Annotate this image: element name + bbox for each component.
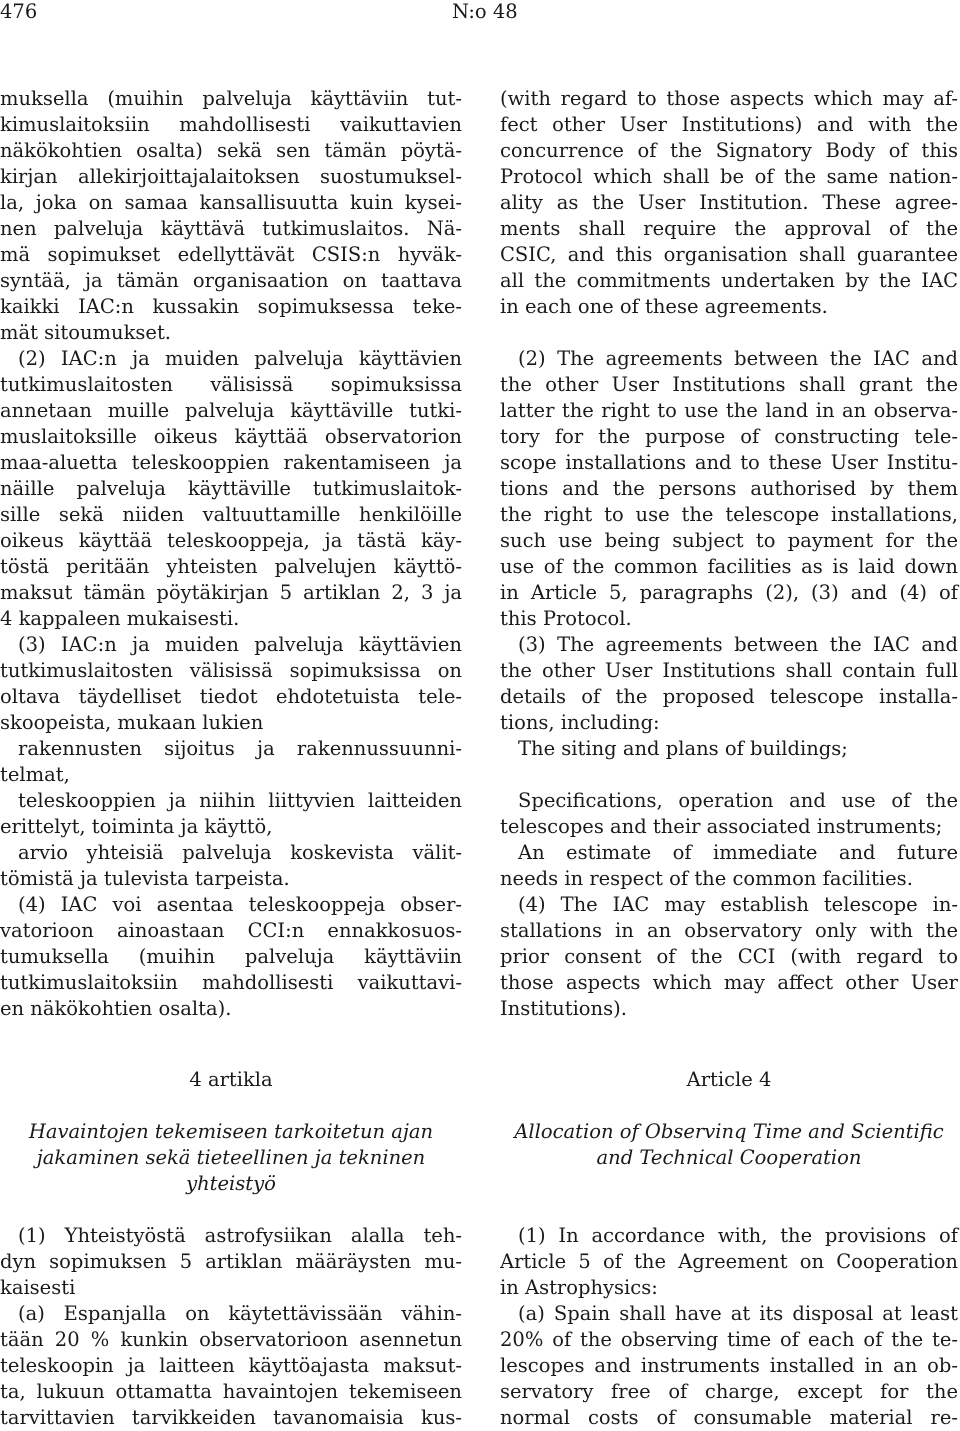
- text-line: kaikki IAC:n kussakin sopimuksessa teke-: [0, 295, 462, 318]
- text-line: tarvittavien tarvikkeiden tavanomaisia kus-: [0, 1406, 462, 1429]
- fi-paragraph-4: [0, 892, 462, 1022]
- finnish-column-upper: [0, 86, 462, 1022]
- text-line: normal costs of consumable material re-: [500, 1406, 958, 1429]
- text-line: (a) Espanjalla on käytettävissään vähin-: [18, 1302, 462, 1325]
- text-line: such use being subject to payment for the: [500, 529, 958, 552]
- text-line: 4 kappaleen mukaisesti.: [0, 607, 240, 630]
- text-line: tory for the purpose of constructing tele-: [500, 425, 958, 448]
- text-line: and Technical Cooperation: [596, 1146, 862, 1169]
- text-line: ta, lukuun ottamatta havaintojen tekemiseen: [0, 1380, 462, 1403]
- text-line: fect other User Institutions) and with the: [500, 113, 958, 136]
- page-header: [0, 0, 960, 30]
- paragraph-gap: [500, 320, 958, 346]
- text-line: telescopes and their associated instruments;: [500, 815, 943, 838]
- en-paragraph-3: [500, 632, 958, 736]
- text-line: (1) Yhteistyöstä astrofysiikan alalla teh-: [18, 1224, 462, 1247]
- text-line: details of the proposed telescope installa-: [500, 685, 958, 708]
- fi-item-buildings: [0, 736, 462, 788]
- fi-item-estimate: [0, 840, 462, 892]
- en-article-heading: Article 4: [686, 1068, 772, 1091]
- text-line: tömistä ja tulevista tarpeista.: [0, 867, 290, 890]
- text-line: the other User Institutions shall contain full: [500, 659, 958, 682]
- en-article-title: [500, 1119, 958, 1171]
- text-line: servatory free of charge, except for the: [500, 1380, 958, 1403]
- text-line: An estimate of immediate and future: [518, 841, 958, 864]
- text-line: (3) The agreements between the IAC and: [518, 633, 958, 656]
- text-line: tions and the persons authorised by them: [500, 477, 958, 500]
- text-line: tään 20 % kunkin observatorioon asennetun: [0, 1328, 462, 1351]
- fi-article-paragraph-a: [0, 1301, 462, 1431]
- text-line: maksut tämän pöytäkirjan 5 artiklan 2, 3 ja: [0, 581, 462, 604]
- text-line: yhteistyö: [186, 1172, 276, 1195]
- text-line: Specifications, operation and use of the: [518, 789, 958, 812]
- text-line: lescopes and instruments installed in an ob-: [500, 1354, 958, 1377]
- text-line: vatorioon ainoastaan CCI:n ennakkosuos-: [0, 919, 462, 942]
- text-line: in Article 5, paragraphs (2), (3) and (4) of: [500, 581, 958, 604]
- heading-gap: [500, 1197, 958, 1223]
- issue-number: N:o 48: [452, 0, 518, 23]
- text-line: (2) The agreements between the IAC and: [518, 347, 958, 370]
- text-line: Protocol which shall be of the same nation-: [500, 165, 958, 188]
- text-line: kimuslaitoksiin mahdollisesti vaikuttavien: [0, 113, 462, 136]
- text-line: all the commitments undertaken by the IAC: [500, 269, 958, 292]
- text-line: stallations in an observatory only with the: [500, 919, 958, 942]
- text-line: ments shall require the approval of the: [500, 217, 958, 240]
- text-line: syntää, ja tämän organisaation on taattava: [0, 269, 462, 292]
- text-line: teleskooppien ja niihin liittyvien laitteiden: [18, 789, 462, 812]
- text-line: concurrence of the Signatory Body of this: [500, 139, 958, 162]
- fi-article-heading: 4 artikla: [189, 1068, 273, 1091]
- text-line: (4) The IAC may establish telescope in-: [518, 893, 958, 916]
- text-line: (4) IAC voi asentaa teleskooppeja obser-: [18, 893, 462, 916]
- en-paragraph-4: [500, 892, 958, 1022]
- text-line: (3) IAC:n ja muiden palveluja käyttävien: [18, 633, 462, 656]
- text-line: The siting and plans of buildings;: [518, 737, 848, 760]
- text-line: this Protocol.: [500, 607, 632, 630]
- finnish-article-4: [0, 1067, 462, 1431]
- fi-article-title: [0, 1119, 462, 1197]
- text-line: näille palveluja käyttäville tutkimuslaitok-: [0, 477, 462, 500]
- text-line: Article 5 of the Agreement on Cooperation: [500, 1250, 958, 1273]
- text-line: 20% of the observing time of each of the te-: [500, 1328, 958, 1351]
- text-line: those aspects which may affect other User: [500, 971, 958, 994]
- text-line: jakaminen sekä tieteellinen ja tekninen: [36, 1146, 426, 1169]
- text-line: the other User Institutions shall grant the: [500, 373, 958, 396]
- text-line: needs in respect of the common facilities.: [500, 867, 913, 890]
- text-line: nen palveluja käyttävä tutkimuslaitos. Nä-: [0, 217, 462, 240]
- heading-gap: [500, 1171, 958, 1197]
- heading-gap: [500, 1093, 958, 1119]
- text-line: ality as the User Institution. These agree-: [500, 191, 958, 214]
- text-line: use of the common facilities as is laid down: [500, 555, 958, 578]
- text-line: töstä peritään yhteisten palvelujen käyttö-: [0, 555, 462, 578]
- text-line: Institutions).: [500, 997, 627, 1020]
- text-line: telmat,: [0, 763, 70, 786]
- heading-gap: [0, 1093, 462, 1119]
- en-item-specifications: [500, 788, 958, 840]
- text-line: the right to use the telescope installations,: [500, 503, 958, 526]
- en-paragraph-2: [500, 346, 958, 632]
- text-line: erittelyt, toiminta ja käyttö,: [0, 815, 273, 838]
- text-line: tutkimuslaitosten välisissä sopimuksissa: [0, 373, 462, 396]
- text-line: skoopeista, mukaan lukien: [0, 711, 264, 734]
- en-paragraph-1: [500, 86, 958, 320]
- en-item-estimate: [500, 840, 958, 892]
- text-line: in Astrophysics:: [500, 1276, 658, 1299]
- text-line: kaisesti: [0, 1276, 76, 1299]
- text-line: mä sopimukset edellyttävät CSIS:n hyväk-: [0, 243, 462, 266]
- text-line: arvio yhteisiä palveluja koskevista välit-: [18, 841, 462, 864]
- text-line: dyn sopimuksen 5 artiklan määräysten mu-: [0, 1250, 462, 1273]
- fi-paragraph-3: [0, 632, 462, 736]
- text-line: rakennusten sijoitus ja rakennussuunni-: [18, 737, 462, 760]
- text-line: Havaintojen tekemiseen tarkoitetun ajan: [28, 1120, 434, 1143]
- text-line: Allocation of Observinq Time and Scientific: [514, 1120, 944, 1143]
- fi-article-paragraph-1: [0, 1223, 462, 1301]
- text-line: oltava täydelliset tiedot ehdotetuista tele-: [0, 685, 462, 708]
- text-line: tions, including:: [500, 711, 660, 734]
- en-article-paragraph-a: [500, 1301, 958, 1431]
- text-line: en näkökohtien osalta).: [0, 997, 232, 1020]
- text-line: CSIC, and this organisation shall guarantee: [500, 243, 958, 266]
- fi-item-specifications: [0, 788, 462, 840]
- text-line: näkökohtien osalta) sekä sen tämän pöytä-: [0, 139, 462, 162]
- text-line: (2) IAC:n ja muiden palveluja käyttävien: [18, 347, 462, 370]
- english-article-4: [500, 1067, 958, 1431]
- fi-paragraph-2: [0, 346, 462, 632]
- text-line: (1) In accordance with, the provisions of: [518, 1224, 958, 1247]
- english-column-upper: [500, 86, 958, 1022]
- text-line: muksella (muihin palveluja käyttäviin tut-: [0, 87, 462, 110]
- text-line: (a) Spain shall have at its disposal at least: [518, 1302, 958, 1325]
- text-line: sille sekä niiden valtuuttamille henkilöille: [0, 503, 462, 526]
- text-line: tutkimuslaitoksiin mahdollisesti vaikuttavi-: [0, 971, 462, 994]
- text-line: prior consent of the CCI (with regard to: [500, 945, 958, 968]
- text-line: oikeus käyttää teleskooppeja, ja tästä käy-: [0, 529, 462, 552]
- text-line: tutkimuslaitosten välisissä sopimuksissa on: [0, 659, 462, 682]
- text-line: maa-aluetta teleskooppien rakentamiseen ja: [0, 451, 462, 474]
- text-line: kirjan allekirjoittajalaitoksen suostumuksel-: [0, 165, 462, 188]
- text-line: la, joka on samaa kansallisuutta kuin kysei-: [0, 191, 462, 214]
- text-line: tumuksella (muihin palveluja käyttäviin: [0, 945, 462, 968]
- fi-paragraph-1: [0, 86, 462, 346]
- page-number: 476: [0, 0, 38, 23]
- heading-gap: [0, 1197, 462, 1223]
- en-article-paragraph-1: [500, 1223, 958, 1301]
- text-line: latter the right to use the land in an observa-: [500, 399, 958, 422]
- text-line: in each one of these agreements.: [500, 295, 828, 318]
- paragraph-gap: [500, 762, 958, 788]
- text-line: annetaan muille palveluja käyttäville tutki-: [0, 399, 462, 422]
- text-line: scope installations and to these User Institu-: [500, 451, 958, 474]
- text-line: mät sitoumukset.: [0, 321, 171, 344]
- text-line: (with regard to those aspects which may af-: [500, 87, 958, 110]
- en-item-buildings: [500, 736, 958, 762]
- text-line: teleskoopin ja laitteen käyttöajasta maksut-: [0, 1354, 462, 1377]
- text-line: muslaitoksille oikeus käyttää observatorion: [0, 425, 462, 448]
